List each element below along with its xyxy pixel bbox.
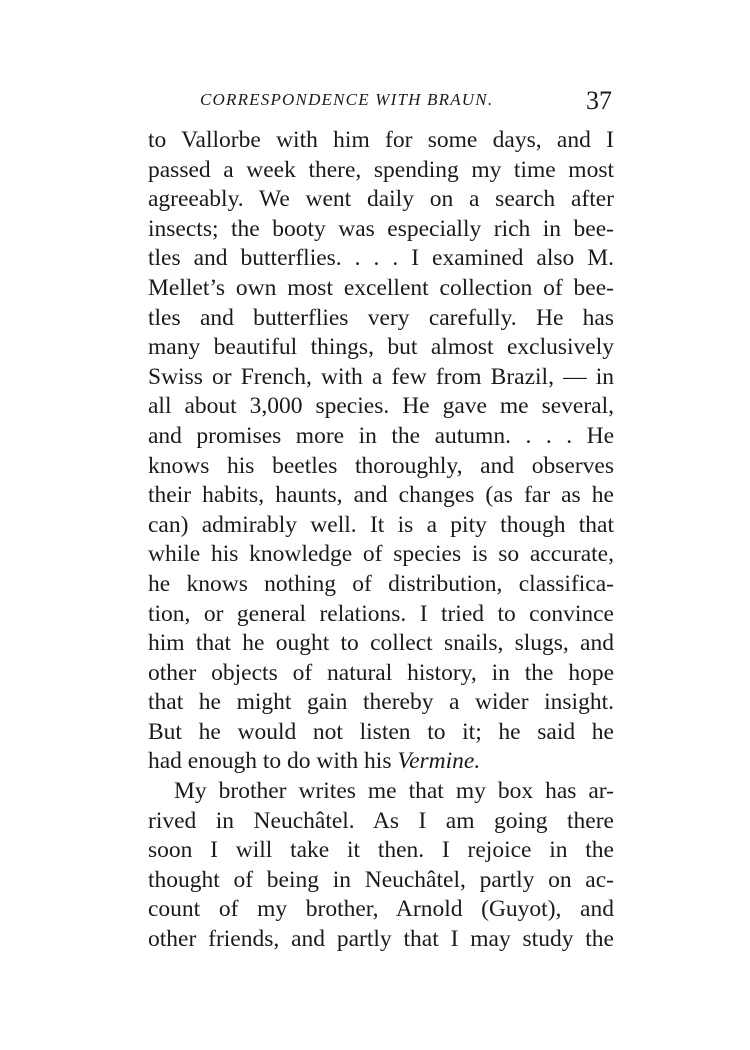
text-line: their habits, haunts, and changes (as far as he xyxy=(148,482,614,509)
text-line-final-roman: had enough to do with his xyxy=(148,748,398,775)
text-line: many beautiful things, but almost exclusively xyxy=(148,334,614,361)
text-line: Mellet’s own most excellent collection of bee- xyxy=(148,274,614,301)
text-line: soon I will take it then. I rejoice in the xyxy=(148,837,614,864)
text-line: But he would not listen to it; he said he xyxy=(148,718,614,745)
text-line: other friends, and partly that I may study the xyxy=(148,926,614,953)
text-line: while his knowledge of species is so accurate, xyxy=(148,541,614,568)
text-line: and promises more in the autumn. . . . He xyxy=(148,422,614,449)
page-number: 37 xyxy=(586,86,612,115)
text-line-final xyxy=(148,747,614,777)
text-line: all about 3,000 species. He gave me several, xyxy=(148,393,614,420)
paragraph-1 xyxy=(148,126,614,777)
text-line: thought of being in Neuchâtel, partly on ac- xyxy=(148,866,614,893)
text-line: other objects of natural history, in the hope xyxy=(148,659,614,686)
text-line: that he might gain thereby a wider insight. xyxy=(148,689,614,716)
text-line: knows his beetles thoroughly, and observes xyxy=(148,452,614,479)
text-line: he knows nothing of distribution, classifica- xyxy=(148,570,614,597)
text-line: can) admirably well. It is a pity though that xyxy=(148,511,614,538)
text-line: rived in Neuchâtel. As I am going there xyxy=(148,807,614,834)
text-line: tles and butterflies very carefully. He has xyxy=(148,304,614,331)
text-line: Swiss or French, with a few from Brazil, — in xyxy=(148,363,614,390)
text-line: to Vallorbe with him for some days, and I xyxy=(148,127,614,153)
running-title: CORRESPONDENCE WITH BRAUN. xyxy=(200,90,494,109)
text-line: agreeably. We went daily on a search after xyxy=(148,186,614,213)
text-line: tles and butterflies. . . . I examined also M. xyxy=(148,245,614,272)
text-line: insects; the booty was especially rich in bee- xyxy=(148,215,614,242)
text-line: passed a week there, spending my time most xyxy=(148,156,614,183)
text-line: count of my brother, Arnold (Guyot), and xyxy=(148,896,614,923)
paragraph-2 xyxy=(148,777,614,955)
text-line: My brother writes me that my box has ar- xyxy=(174,778,614,805)
italic-word: Vermine. xyxy=(397,748,481,775)
text-line: tion, or general relations. I tried to convince xyxy=(148,600,614,627)
running-head xyxy=(148,86,616,116)
body-text xyxy=(148,126,614,955)
text-line: him that he ought to collect snails, slugs, and xyxy=(148,630,614,657)
